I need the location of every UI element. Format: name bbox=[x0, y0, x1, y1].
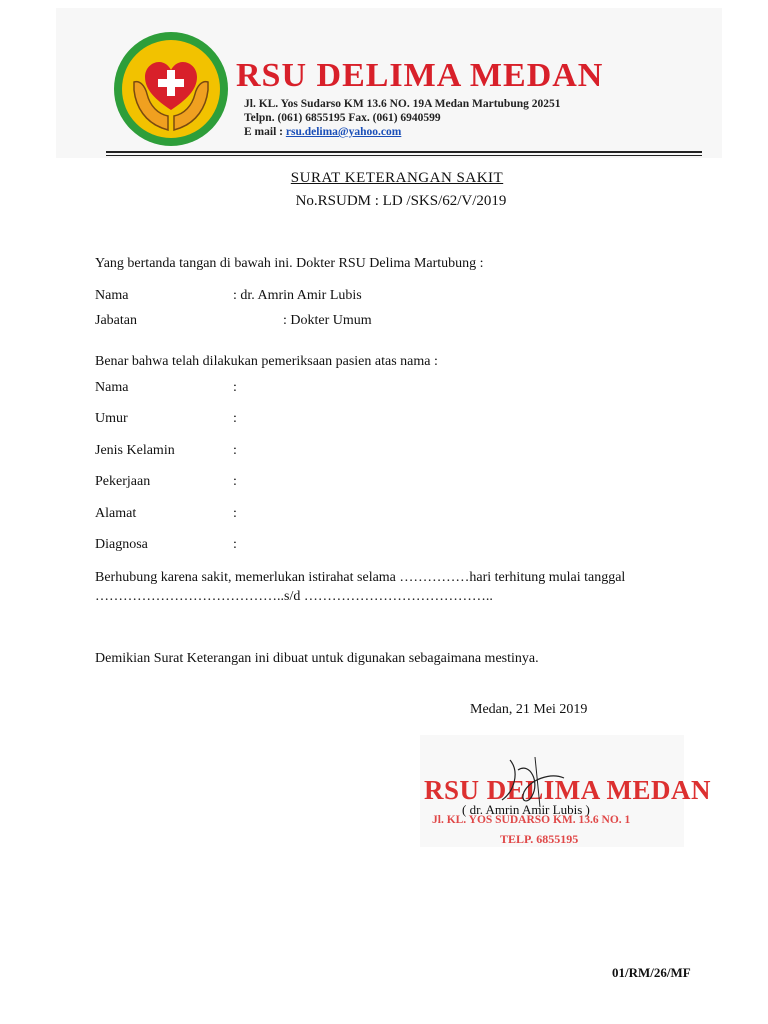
patient-diagnosis-label: Diagnosa bbox=[95, 537, 148, 552]
patient-gender-value: : bbox=[233, 443, 237, 458]
patient-occupation-label: Pekerjaan bbox=[95, 474, 151, 489]
rest-period-line-1: Berhubung karena sakit, memerlukan istirahat selama ……………hari terhitung mulai tanggal bbox=[95, 570, 626, 585]
intro-text: Yang bertanda tangan di bawah ini. Dokter RSU Delima Martubung : bbox=[95, 256, 484, 271]
doctor-position-label: Jabatan bbox=[95, 313, 137, 328]
doctor-position-value: : Dokter Umum bbox=[283, 313, 372, 328]
patient-address-value: : bbox=[233, 506, 237, 521]
patient-age-value: : bbox=[233, 411, 237, 426]
letterhead-rule bbox=[106, 151, 702, 153]
org-phone: Telpn. (061) 6855195 Fax. (061) 6940599 bbox=[244, 112, 441, 124]
closing-text: Demikian Surat Keterangan ini dibuat untuk digunakan sebagaimana mestinya. bbox=[95, 651, 539, 666]
doctor-name-value: : dr. Amrin Amir Lubis bbox=[233, 288, 362, 303]
patient-name-value: : bbox=[233, 380, 237, 395]
hospital-logo-icon bbox=[112, 30, 230, 148]
patient-age-label: Umur bbox=[95, 411, 128, 426]
form-code: 01/RM/26/MF bbox=[612, 965, 691, 980]
patient-gender-label: Jenis Kelamin bbox=[95, 443, 175, 458]
letterhead-rule-thin bbox=[106, 155, 702, 156]
document-number: No.RSUDM : LD /SKS/62/V/2019 bbox=[295, 193, 507, 209]
signer-name: ( dr. Amrin Amir Lubis ) bbox=[462, 802, 590, 817]
org-email-line bbox=[244, 126, 401, 138]
patient-intro: Benar bahwa telah dilakukan pemeriksaan pasien atas nama : bbox=[95, 354, 438, 369]
rest-period-line-2: …………………………………..s/d ………………………………….. bbox=[95, 589, 493, 604]
patient-diagnosis-value: : bbox=[233, 537, 237, 552]
stamp-tel: TELP. 6855195 bbox=[500, 832, 579, 846]
org-address: Jl. KL. Yos Sudarso KM 13.6 NO. 19A Medan Martubung 20251 bbox=[244, 98, 561, 110]
patient-occupation-value: : bbox=[233, 474, 237, 489]
place-date: Medan, 21 Mei 2019 bbox=[470, 702, 588, 717]
email-link[interactable]: rsu.delima@yahoo.com bbox=[285, 126, 402, 138]
document-title: SURAT KETERANGAN SAKIT bbox=[290, 170, 504, 186]
stamp-title: RSU DELIMA MEDAN bbox=[424, 775, 712, 805]
doctor-name-label: Nama bbox=[95, 288, 129, 303]
patient-address-label: Alamat bbox=[95, 506, 137, 521]
stamp-address: Jl. KL. YOS SUDARSO KM. 13.6 NO. 1 bbox=[432, 814, 631, 826]
email-label: E mail : bbox=[244, 126, 283, 138]
patient-name-label: Nama bbox=[95, 380, 129, 395]
org-name: RSU DELIMA MEDAN bbox=[236, 57, 604, 94]
